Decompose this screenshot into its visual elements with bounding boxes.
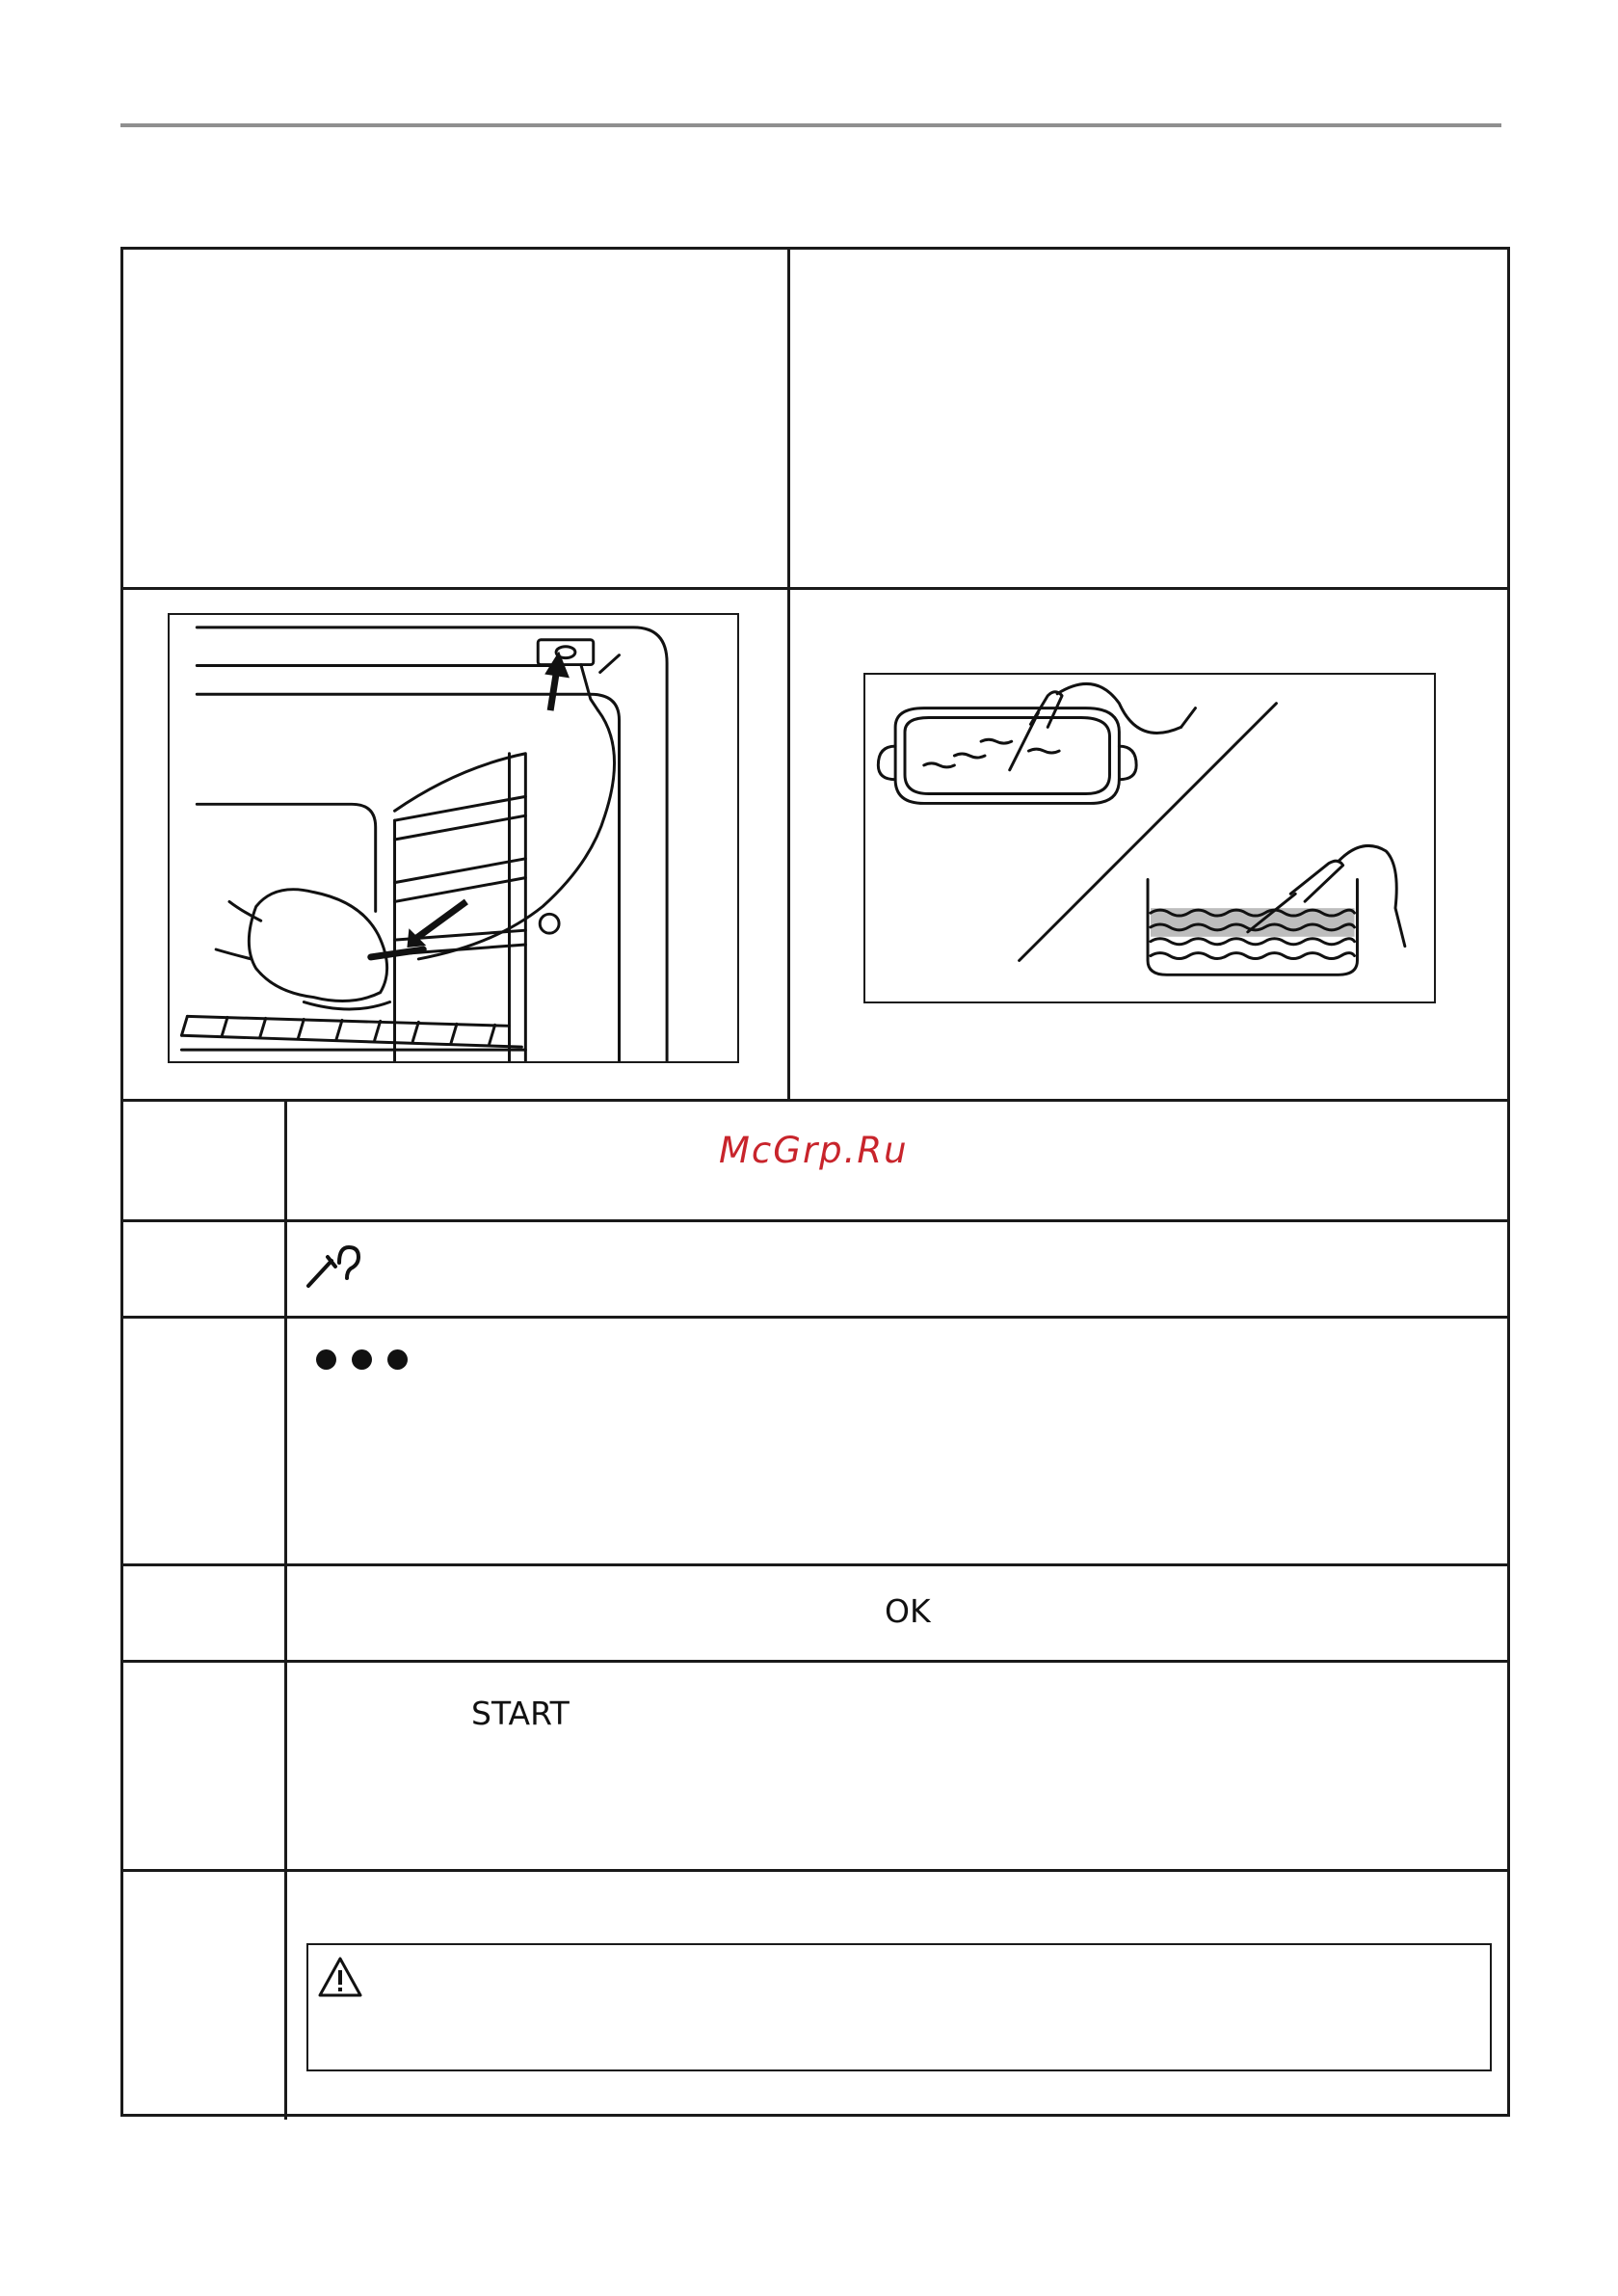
probe-in-casserole-and-liquid-icon: [865, 675, 1434, 1001]
dot: [316, 1349, 336, 1370]
watermark-text: McGrp.Ru: [719, 1130, 909, 1171]
start-button-label: START: [471, 1695, 570, 1732]
oven-with-meat-probe-icon: [170, 615, 737, 1061]
instruction-table: [120, 247, 1510, 2117]
row-divider: [123, 587, 1507, 590]
column-divider: [787, 250, 790, 1102]
dot: [387, 1349, 408, 1370]
row-divider: [123, 1316, 1507, 1319]
three-dots-icon: [316, 1349, 408, 1375]
row-divider: [123, 1563, 1507, 1566]
header-rule: [120, 123, 1501, 127]
oven-probe-illustration: [168, 613, 739, 1063]
row-divider: [123, 1099, 1507, 1102]
meat-probe-icon: [305, 1241, 364, 1290]
probe-casserole-illustration: [863, 673, 1436, 1003]
step-column-divider: [284, 1099, 287, 2120]
dot: [352, 1349, 372, 1370]
ok-button-label: OK: [885, 1592, 931, 1630]
warning-triangle-icon: [316, 1955, 364, 1999]
row-divider: [123, 1219, 1507, 1222]
row-divider: [123, 1869, 1507, 1872]
warning-box: [306, 1943, 1492, 2071]
row-divider: [123, 1660, 1507, 1663]
